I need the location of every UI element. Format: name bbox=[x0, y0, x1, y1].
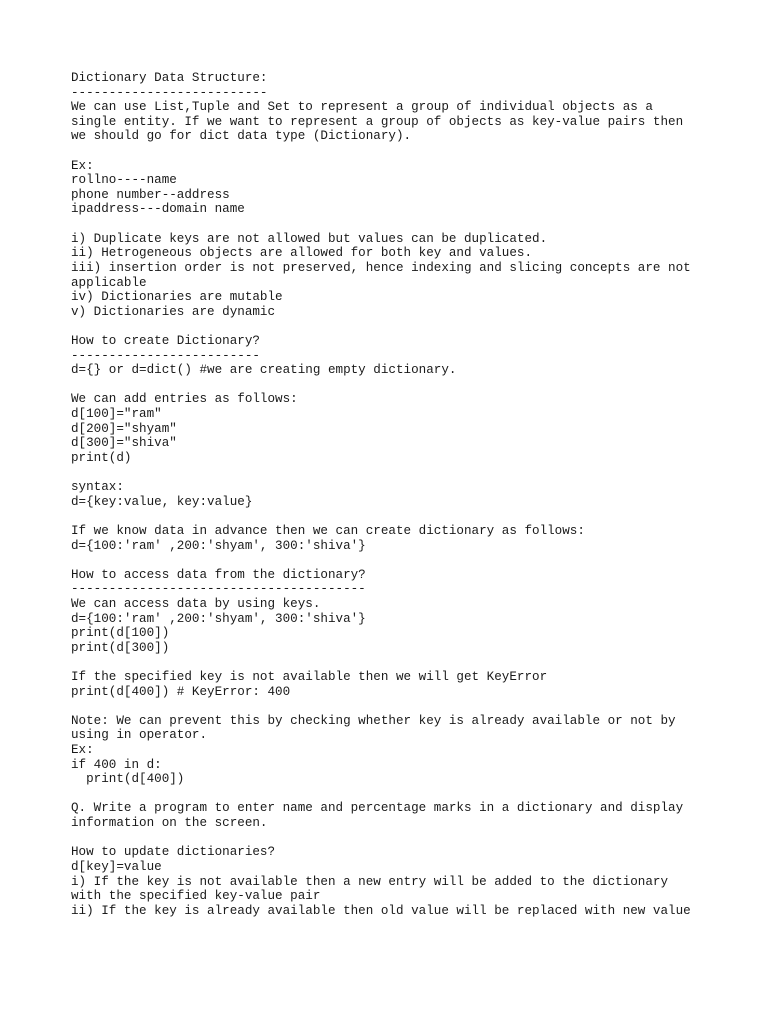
text-line: iv) Dictionaries are mutable bbox=[71, 290, 283, 305]
text-line bbox=[71, 553, 751, 568]
text-line bbox=[71, 831, 751, 846]
text-line: d={100:'ram' ,200:'shyam', 300:'shiva'} bbox=[71, 538, 366, 553]
text-line: Ex: bbox=[71, 743, 94, 758]
text-line: Q. Write a program to enter name and percentage marks in a dictionary and display bbox=[71, 801, 684, 816]
text-line: if 400 in d: bbox=[71, 757, 162, 772]
text-line: iii) insertion order is not preserved, hence indexing and slicing concepts are not bbox=[71, 260, 691, 275]
text-line: ii) If the key is already available then old value will be replaced with new value bbox=[71, 903, 691, 918]
text-line: d[200]="shyam" bbox=[71, 421, 177, 436]
document-text bbox=[71, 71, 751, 918]
text-line: d={100:'ram' ,200:'shyam', 300:'shiva'} bbox=[71, 611, 366, 626]
text-line: d[300]="shiva" bbox=[71, 436, 177, 451]
text-line: d[100]="ram" bbox=[71, 407, 162, 422]
text-line: with the specified key-value pair bbox=[71, 889, 321, 904]
text-line: Dictionary Data Structure: bbox=[71, 71, 268, 85]
text-line: i) If the key is not available then a new entry will be added to the dictionary bbox=[71, 874, 669, 889]
text-line: We can use List,Tuple and Set to represent a group of individual objects as a bbox=[71, 100, 653, 115]
text-line: print(d[400]) bbox=[71, 772, 185, 787]
text-line: print(d[100]) bbox=[71, 626, 170, 641]
document-page bbox=[71, 71, 751, 918]
text-line: we should go for dict data type (Dictionary). bbox=[71, 129, 412, 144]
text-line: Ex: bbox=[71, 158, 94, 173]
text-line: phone number--address bbox=[71, 187, 230, 202]
text-line: d[key]=value bbox=[71, 859, 162, 874]
text-line: v) Dictionaries are dynamic bbox=[71, 304, 276, 319]
text-line: If the specified key is not available then we will get KeyError bbox=[71, 669, 548, 684]
text-line: How to access data from the dictionary? bbox=[71, 567, 366, 582]
text-line: Note: We can prevent this by checking whether key is already available or not by bbox=[71, 713, 676, 728]
text-line bbox=[71, 319, 751, 334]
text-line: d={key:value, key:value} bbox=[71, 494, 253, 509]
text-line: single entity. If we want to represent a group of objects as key-value pairs then bbox=[71, 114, 684, 129]
text-line: ------------------------- bbox=[71, 348, 260, 363]
text-line bbox=[71, 787, 751, 802]
text-line bbox=[71, 217, 751, 232]
text-line: i) Duplicate keys are not allowed but values can be duplicated. bbox=[71, 231, 548, 246]
text-line bbox=[71, 655, 751, 670]
text-line: syntax: bbox=[71, 480, 124, 495]
text-line bbox=[71, 699, 751, 714]
text-line: using in operator. bbox=[71, 728, 208, 743]
text-line bbox=[71, 465, 751, 480]
text-line: print(d[400]) # KeyError: 400 bbox=[71, 684, 291, 699]
text-line: ii) Hetrogeneous objects are allowed for both key and values. bbox=[71, 246, 533, 261]
text-line bbox=[71, 378, 751, 393]
text-line: We can access data by using keys. bbox=[71, 596, 321, 611]
text-line: --------------------------------------- bbox=[71, 582, 366, 597]
text-line: applicable bbox=[71, 275, 147, 290]
text-line: print(d[300]) bbox=[71, 640, 170, 655]
text-line: d={} or d=dict() #we are creating empty dictionary. bbox=[71, 363, 457, 378]
text-line: We can add entries as follows: bbox=[71, 392, 298, 407]
text-line: If we know data in advance then we can create dictionary as follows: bbox=[71, 523, 585, 538]
text-line: print(d) bbox=[71, 450, 132, 465]
text-line: rollno----name bbox=[71, 173, 177, 188]
text-line bbox=[71, 144, 751, 159]
text-line: How to update dictionaries? bbox=[71, 845, 276, 860]
text-line bbox=[71, 509, 751, 524]
text-line: -------------------------- bbox=[71, 85, 268, 100]
text-line: information on the screen. bbox=[71, 816, 268, 831]
text-line: How to create Dictionary? bbox=[71, 333, 260, 348]
text-line: ipaddress---domain name bbox=[71, 202, 245, 217]
